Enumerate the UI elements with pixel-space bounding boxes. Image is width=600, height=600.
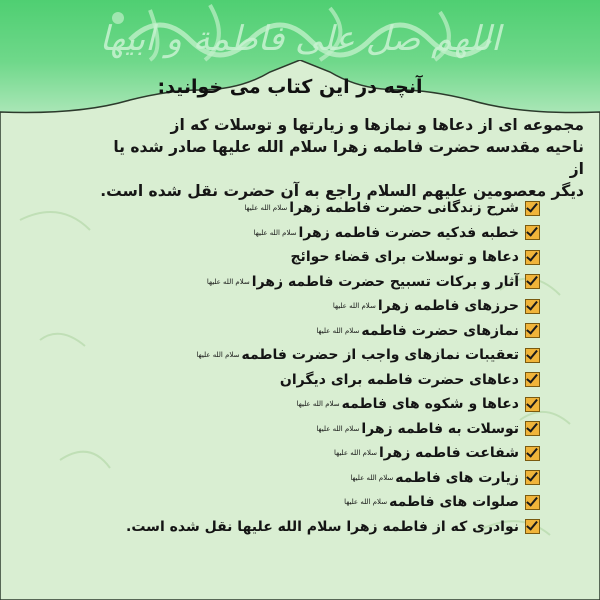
- list-item-label: شفاعت فاطمه زهرا: [379, 445, 519, 462]
- salutation-mark: سلام الله علیها: [206, 277, 250, 286]
- checkmark-icon: [525, 421, 540, 436]
- list-item: [170, 319, 540, 344]
- intro-paragraph: [100, 114, 584, 202]
- salutation-mark: سلام الله علیها: [350, 473, 394, 482]
- list-item-label: آثار و برکات تسبیح حضرت فاطمه زهرا: [251, 273, 519, 290]
- intro-line: دیگر معصومین علیهم السلام راجع به آن حضرت نقل شده است.: [100, 182, 584, 200]
- checkmark-icon: [525, 201, 540, 216]
- checkmark-icon: [525, 299, 540, 314]
- contents-list: [126, 196, 540, 539]
- list-item-label: نوادری که از فاطمه زهرا سلام الله علیها نقل شده است.: [126, 518, 519, 535]
- checkmark-icon: [525, 372, 540, 387]
- list-item: [170, 343, 540, 368]
- banner-calligraphy: اللهم صل علی فاطمة و ابیها: [99, 19, 501, 59]
- list-item: [170, 245, 540, 270]
- checkmark-icon: [525, 470, 540, 485]
- list-item: [170, 368, 540, 393]
- checkmark-icon: [525, 274, 540, 289]
- list-item-label: صلوات های فاطمه: [389, 494, 519, 511]
- list-item: [170, 196, 540, 221]
- list-item-label: خطبه فدکیه حضرت فاطمه زهرا: [298, 224, 519, 241]
- checkmark-icon: [525, 446, 540, 461]
- list-item: [170, 417, 540, 442]
- checkmark-icon: [525, 250, 540, 265]
- checkmark-icon: [525, 397, 540, 412]
- salutation-mark: سلام الله علیها: [316, 424, 360, 433]
- salutation-mark: سلام الله علیها: [244, 204, 288, 213]
- page-title: آنچه در این کتاب می خوانید:: [157, 76, 423, 98]
- salutation-mark: سلام الله علیها: [334, 449, 377, 458]
- list-item-label: حرزهای فاطمه زهرا: [377, 298, 519, 315]
- salutation-mark: سلام الله علیها: [344, 498, 388, 507]
- intro-line: ناحیه مقدسه حضرت فاطمه زهرا سلام الله علیها صادر شده یا از: [113, 138, 584, 178]
- list-item-label: دعاها و شکوه های فاطمه: [341, 396, 519, 413]
- list-item-label: دعاها و توسلات برای قضاء حوائج: [290, 249, 519, 266]
- checkmark-icon: [525, 519, 540, 534]
- list-item: [170, 466, 540, 491]
- list-item: [126, 515, 540, 540]
- checkmark-icon: [525, 495, 540, 510]
- salutation-mark: سلام الله علیها: [253, 228, 297, 237]
- checkmark-icon: [525, 348, 540, 363]
- salutation-mark: سلام الله علیها: [196, 351, 240, 360]
- intro-line: مجموعه ای از دعاها و نمازها و زیارتها و توسلات که از: [170, 116, 584, 134]
- list-item: [170, 441, 540, 466]
- checkmark-icon: [525, 225, 540, 240]
- list-item: [170, 392, 540, 417]
- list-item: [170, 294, 540, 319]
- list-item-label: دعاهای حضرت فاطمه برای دیگران: [279, 371, 519, 388]
- salutation-mark: سلام الله علیها: [332, 302, 376, 311]
- list-item-label: شرح زندگانی حضرت فاطمه زهرا: [289, 200, 519, 217]
- salutation-mark: سلام الله علیها: [316, 326, 360, 335]
- list-item: [170, 490, 540, 515]
- list-item-label: نمازهای حضرت فاطمه: [361, 322, 519, 339]
- checkmark-icon: [525, 323, 540, 338]
- list-item: [170, 270, 540, 295]
- list-item-label: توسلات به فاطمه زهرا: [361, 420, 519, 437]
- list-item-label: زیارت های فاطمه: [395, 469, 519, 486]
- list-item-label: تعقیبات نمازهای واجب از حضرت فاطمه: [241, 347, 519, 364]
- list-item: [170, 221, 540, 246]
- salutation-mark: سلام الله علیها: [296, 400, 340, 409]
